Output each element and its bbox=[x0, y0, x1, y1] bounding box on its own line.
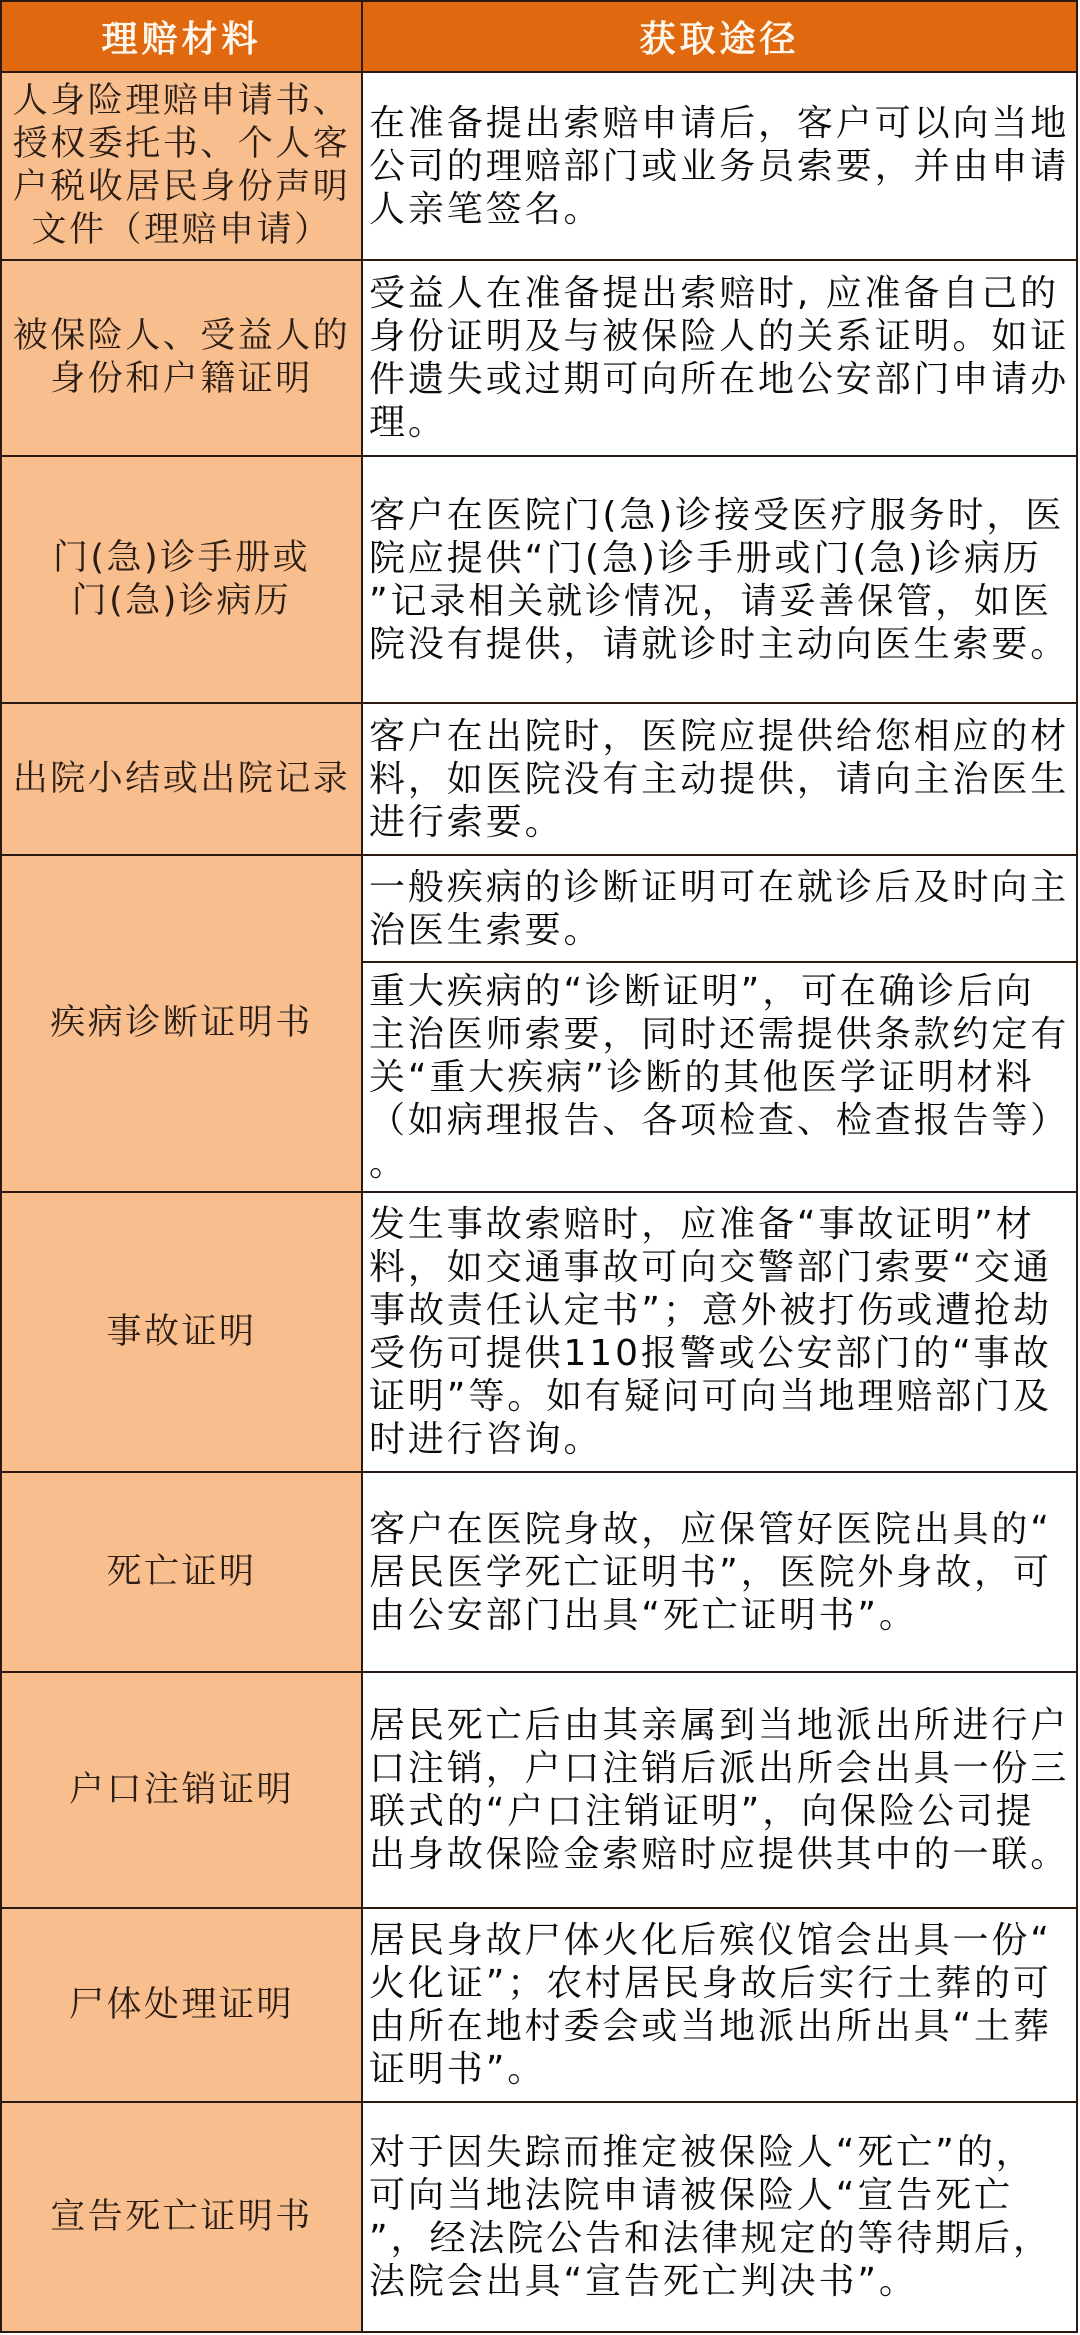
method-line: （如病理报告、各项检查、检查报告等） bbox=[369, 1099, 1070, 1141]
material-line: 死亡证明 bbox=[106, 1551, 257, 1592]
method-line: 。 bbox=[369, 1142, 408, 1184]
method-subcell-general-illness bbox=[363, 856, 1076, 961]
material-cell-outpatient-records bbox=[2, 457, 361, 702]
material-text bbox=[106, 1311, 256, 1354]
method-line: 联式的“户口注销证明”，向保险公司提 bbox=[369, 1791, 1035, 1832]
material-line: 宣告死亡证明书 bbox=[50, 2196, 313, 2237]
material-text bbox=[50, 2196, 313, 2239]
method-cell-remains-disposal bbox=[363, 1909, 1076, 2101]
material-cell-household-cancellation bbox=[2, 1673, 361, 1907]
method-text bbox=[369, 1704, 1069, 1876]
material-text bbox=[50, 1002, 313, 1045]
method-line: 在准备提出索赔申请后，客户可以向当地 bbox=[369, 102, 1070, 144]
method-line: 治医生索要。 bbox=[369, 909, 603, 951]
material-line: 门(急)诊病历 bbox=[71, 580, 292, 621]
method-line: 受益人在准备提出索赔时, 应准备自己的 bbox=[369, 273, 1059, 314]
method-line: 客户在医院身故，应保管好医院出具的“ bbox=[369, 1508, 1052, 1550]
material-line: 疾病诊断证明书 bbox=[50, 1003, 313, 1043]
method-line: 一般疾病的诊断证明可在就诊后及时向主 bbox=[369, 866, 1070, 908]
material-line: 户税收居民身份声明 bbox=[12, 167, 351, 207]
material-cell-death-certificate bbox=[2, 1473, 361, 1671]
header-material-label: 理赔材料 bbox=[101, 19, 262, 60]
method-line: 受伤可提供110报警或公安部门的“事故 bbox=[369, 1333, 1052, 1374]
material-cell-diagnosis-certificate bbox=[2, 856, 361, 1191]
method-line: 出身故保险金索赔时应提供其中的一联。 bbox=[369, 1834, 1070, 1875]
method-line: 证明”等。如有疑问可向当地理赔部门及 bbox=[369, 1376, 1052, 1417]
material-text bbox=[13, 758, 351, 801]
header-method-label: 获取途径 bbox=[639, 19, 800, 60]
method-cell-diagnosis-certificate bbox=[363, 856, 1076, 1191]
method-line: 法院会出具“宣告死亡判决书”。 bbox=[369, 2261, 918, 2302]
material-cell-discharge-summary bbox=[2, 704, 361, 854]
material-line: 户口注销证明 bbox=[68, 1769, 294, 1810]
material-line: 人身险理赔申请书、 bbox=[12, 81, 351, 121]
method-line: 发生事故索赔时，应准备“事故证明”材 bbox=[369, 1204, 1035, 1245]
method-text bbox=[369, 1203, 1052, 1461]
method-line: 居民身故尸体火化后殡仪馆会出具一份“ bbox=[369, 1920, 1052, 1961]
method-line: 居民死亡后由其亲属到当地派出所进行户 bbox=[369, 1705, 1070, 1746]
header-method bbox=[363, 2, 1076, 71]
method-line: 料，如医院没有主动提供，请向主治医生 bbox=[369, 758, 1070, 800]
material-line: 事故证明 bbox=[106, 1311, 257, 1352]
material-line: 被保险人、受益人的 bbox=[12, 316, 351, 356]
method-cell-outpatient-records bbox=[363, 457, 1076, 702]
method-cell-accident-certificate bbox=[363, 1193, 1076, 1471]
material-line: 授权委托书、个人客 bbox=[12, 124, 351, 164]
method-line: 身份证明及与被保险人的关系证明。如证 bbox=[369, 316, 1070, 357]
material-text bbox=[13, 80, 351, 252]
method-line: 由所在地村委会或当地派出所出具“土葬 bbox=[369, 2006, 1052, 2047]
method-line: 公司的理赔部门或业务员索要，并由申请 bbox=[369, 145, 1070, 187]
material-text bbox=[69, 1769, 294, 1812]
method-text bbox=[369, 1508, 1052, 1637]
method-text bbox=[369, 715, 1069, 844]
method-line: 人亲笔签名。 bbox=[369, 188, 603, 230]
method-line: 院应提供“门(急)诊手册或门(急)诊病历 bbox=[369, 537, 1042, 579]
method-text bbox=[369, 272, 1069, 444]
method-line: 料，如交通事故可向交警部门索要“交通 bbox=[369, 1247, 1052, 1288]
method-cell-discharge-summary bbox=[363, 704, 1076, 854]
method-line: 主治医师索要，同时还需提供条款约定有 bbox=[369, 1013, 1070, 1055]
method-line: 关“重大疾病”诊断的其他医学证明材料 bbox=[369, 1056, 1035, 1098]
material-cell-accident-certificate bbox=[2, 1193, 361, 1471]
method-line: 由公安部门出具“死亡证明书”。 bbox=[369, 1594, 918, 1636]
method-cell-declared-death bbox=[363, 2103, 1076, 2331]
method-line: 居民医学死亡证明书”，医院外身故，可 bbox=[369, 1551, 1052, 1593]
method-cell-identity-proof bbox=[363, 261, 1076, 455]
method-text bbox=[369, 1919, 1052, 2091]
method-line: 口注销，户口注销后派出所会出具一份三 bbox=[369, 1748, 1070, 1789]
method-line: 理。 bbox=[369, 402, 447, 443]
method-line: 院没有提供，请就诊时主动向医生索要。 bbox=[369, 623, 1070, 665]
method-line: 可向当地法院申请被保险人“宣告死亡 bbox=[369, 2175, 1013, 2216]
method-line: 重大疾病的“诊断证明”，可在确诊后向 bbox=[369, 970, 1035, 1012]
method-text bbox=[369, 494, 1069, 666]
method-text bbox=[369, 2131, 1052, 2303]
method-text bbox=[369, 866, 1069, 952]
method-cell-household-cancellation bbox=[363, 1673, 1076, 1907]
method-text bbox=[369, 970, 1069, 1185]
method-line: 证明书”。 bbox=[369, 2049, 547, 2090]
material-line: 身份和户籍证明 bbox=[50, 359, 313, 399]
material-cell-remains-disposal bbox=[2, 1909, 361, 2101]
method-line: 件遗失或过期可向所在地公安部门申请办 bbox=[369, 359, 1070, 400]
method-line: 事故责任认定书”；意外被打伤或遭抢劫 bbox=[369, 1290, 1052, 1331]
method-text bbox=[369, 102, 1069, 231]
method-line: 时进行咨询。 bbox=[369, 1419, 603, 1460]
material-line: 门(急)诊手册或 bbox=[52, 537, 311, 578]
method-line: 火化证”；农村居民身故后实行土葬的可 bbox=[369, 1963, 1052, 2004]
method-cell-death-certificate bbox=[363, 1473, 1076, 1671]
material-line: 尸体处理证明 bbox=[68, 1984, 294, 2025]
material-text bbox=[69, 1984, 294, 2027]
material-line: 出院小结或出院记录 bbox=[12, 758, 351, 799]
material-text bbox=[53, 537, 310, 623]
method-cell-claim-application bbox=[363, 73, 1076, 259]
method-line: 客户在出院时，医院应提供给您相应的材 bbox=[369, 715, 1070, 757]
method-line: ”，经法院公告和法律规定的等待期后， bbox=[369, 2218, 1052, 2259]
material-text bbox=[106, 1551, 256, 1594]
material-cell-declared-death bbox=[2, 2103, 361, 2331]
material-cell-claim-application bbox=[2, 73, 361, 259]
material-cell-identity-proof bbox=[2, 261, 361, 455]
method-line: ”记录相关就诊情况，请妥善保管，如医 bbox=[369, 580, 1052, 622]
material-line: 文件（理赔申请） bbox=[31, 210, 332, 250]
method-subcell-critical-illness bbox=[363, 963, 1076, 1191]
material-text bbox=[13, 315, 351, 401]
method-line: 对于因失踪而推定被保险人“死亡”的， bbox=[369, 2132, 1035, 2173]
method-line: 进行索要。 bbox=[369, 801, 564, 843]
method-line: 客户在医院门(急)诊接受医疗服务时，医 bbox=[369, 494, 1065, 536]
header-material bbox=[2, 2, 361, 71]
